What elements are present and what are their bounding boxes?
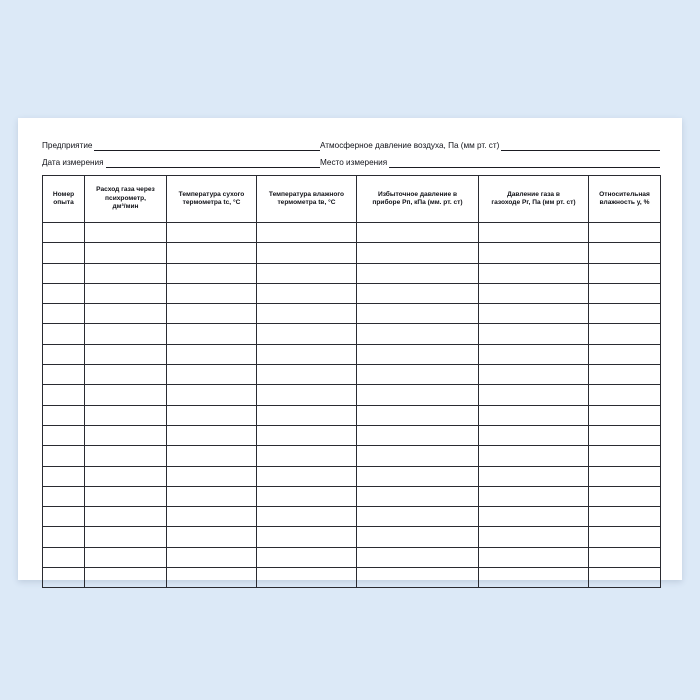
table-row (43, 446, 661, 466)
table-cell[interactable] (167, 425, 257, 445)
table-cell[interactable] (479, 304, 589, 324)
table-cell[interactable] (167, 365, 257, 385)
table-cell[interactable] (43, 365, 85, 385)
field-measurement-date[interactable] (42, 158, 320, 168)
table-row (43, 304, 661, 324)
table-cell[interactable] (257, 283, 357, 303)
table-cell[interactable] (479, 547, 589, 567)
table-cell[interactable] (167, 385, 257, 405)
table-row (43, 243, 661, 263)
table-cell[interactable] (85, 466, 167, 486)
table-cell[interactable] (43, 243, 85, 263)
table-cell[interactable] (167, 568, 257, 588)
table-head (43, 176, 661, 223)
table-cell[interactable] (167, 223, 257, 243)
table-cell[interactable] (589, 486, 661, 506)
col1-line2: психрометр, (105, 194, 146, 202)
table-cell[interactable] (479, 365, 589, 385)
table-cell[interactable] (167, 547, 257, 567)
col2-line2: термометра tc, °С (182, 199, 241, 206)
table-row (43, 223, 661, 243)
table-cell[interactable] (357, 446, 479, 466)
col5-line1: Давление газа в (507, 190, 560, 198)
table-cell[interactable] (589, 425, 661, 445)
table-cell[interactable] (589, 405, 661, 425)
table-cell[interactable] (589, 568, 661, 588)
col6-line1: Относительная (599, 190, 650, 198)
col0-line1: Номер (52, 190, 75, 198)
table-cell[interactable] (357, 324, 479, 344)
table-cell[interactable] (167, 324, 257, 344)
table-cell[interactable] (589, 527, 661, 547)
table-cell[interactable] (167, 243, 257, 263)
table-cell[interactable] (85, 405, 167, 425)
table-row (43, 425, 661, 445)
table-cell[interactable] (43, 486, 85, 506)
table-cell[interactable] (589, 283, 661, 303)
field-atmospheric-pressure[interactable] (320, 141, 660, 151)
table-cell[interactable] (167, 486, 257, 506)
table-cell[interactable] (257, 243, 357, 263)
table-cell[interactable] (357, 304, 479, 324)
table-row (43, 507, 661, 527)
table-cell[interactable] (257, 446, 357, 466)
table-cell[interactable] (85, 344, 167, 364)
table-cell[interactable] (85, 486, 167, 506)
table-cell[interactable] (43, 507, 85, 527)
table-cell[interactable] (589, 304, 661, 324)
table-cell[interactable] (85, 283, 167, 303)
table-cell[interactable] (357, 568, 479, 588)
table-cell[interactable] (479, 223, 589, 243)
table-cell[interactable] (257, 547, 357, 567)
table-cell[interactable] (257, 344, 357, 364)
table-cell[interactable] (43, 547, 85, 567)
table-cell[interactable] (479, 507, 589, 527)
table-cell[interactable] (357, 486, 479, 506)
table-cell[interactable] (257, 425, 357, 445)
table-cell[interactable] (479, 527, 589, 547)
table-cell[interactable] (357, 223, 479, 243)
table-cell[interactable] (479, 283, 589, 303)
table-cell[interactable] (85, 365, 167, 385)
table-cell[interactable] (43, 304, 85, 324)
table-cell[interactable] (589, 547, 661, 567)
field-measurement-place-line[interactable] (389, 158, 660, 168)
table-cell[interactable] (167, 446, 257, 466)
table-cell[interactable] (167, 466, 257, 486)
table-cell[interactable] (43, 344, 85, 364)
table-cell[interactable] (479, 324, 589, 344)
table-cell[interactable] (257, 405, 357, 425)
table-cell[interactable] (85, 446, 167, 466)
col4-line2: приборе Рп, кПа (мм. рт. ст) (372, 199, 463, 206)
table-cell[interactable] (85, 243, 167, 263)
table-cell[interactable] (589, 365, 661, 385)
table-row (43, 486, 661, 506)
table-cell[interactable] (167, 304, 257, 324)
table-row (43, 547, 661, 567)
table-cell[interactable] (479, 425, 589, 445)
table-row (43, 365, 661, 385)
table-cell[interactable] (167, 283, 257, 303)
column-header-gas-duct-pressure (479, 176, 589, 223)
table-cell[interactable] (167, 527, 257, 547)
col5-line2: газоходе Рг, Па (мм рт. ст) (491, 199, 576, 206)
table-cell[interactable] (589, 446, 661, 466)
column-header-excess-pressure (357, 176, 479, 223)
field-measurement-place-label: Место измерения (320, 158, 388, 167)
table-cell[interactable] (257, 568, 357, 588)
table-cell[interactable] (357, 263, 479, 283)
col2-line1: Температура сухого (178, 190, 245, 198)
col1-line1: Расход газа через (96, 186, 155, 194)
table-cell[interactable] (479, 243, 589, 263)
table-cell[interactable] (357, 527, 479, 547)
field-atmospheric-pressure-line[interactable] (501, 141, 660, 151)
col3-line1: Температура влажного (268, 190, 345, 198)
col0-line2: опыта (53, 199, 74, 206)
header-row-1 (42, 134, 660, 151)
table-cell[interactable] (479, 263, 589, 283)
table-row (43, 568, 661, 588)
table-row (43, 385, 661, 405)
field-measurement-date-line[interactable] (106, 158, 320, 168)
field-enterprise[interactable] (42, 141, 320, 151)
table-cell[interactable] (479, 405, 589, 425)
table-cell[interactable] (257, 365, 357, 385)
table-cell[interactable] (257, 527, 357, 547)
table-cell[interactable] (357, 243, 479, 263)
column-header-wet-thermometer-temp (257, 176, 357, 223)
field-measurement-place[interactable] (320, 158, 660, 168)
table-cell[interactable] (43, 446, 85, 466)
table-cell[interactable] (167, 344, 257, 364)
table-cell[interactable] (357, 385, 479, 405)
col6-line2: влажность у, % (599, 199, 650, 206)
table-cell[interactable] (85, 385, 167, 405)
col4-line1: Избыточное давление в (377, 190, 458, 198)
table-row (43, 527, 661, 547)
field-measurement-date-label: Дата измерения (42, 158, 104, 167)
table-cell[interactable] (479, 446, 589, 466)
table-cell[interactable] (357, 405, 479, 425)
table-cell[interactable] (357, 283, 479, 303)
table-cell[interactable] (589, 223, 661, 243)
table-cell[interactable] (589, 385, 661, 405)
field-enterprise-label: Предприятие (42, 141, 93, 150)
column-header-relative-humidity (589, 176, 661, 223)
table-cell[interactable] (357, 344, 479, 364)
table-cell[interactable] (589, 243, 661, 263)
table-cell[interactable] (167, 263, 257, 283)
table-cell[interactable] (43, 527, 85, 547)
column-header-experiment-number (43, 176, 85, 223)
document-sheet (18, 118, 682, 580)
table-cell[interactable] (479, 568, 589, 588)
table-cell[interactable] (257, 466, 357, 486)
table-cell[interactable] (357, 547, 479, 567)
table-header-row (43, 176, 661, 223)
table-cell[interactable] (257, 304, 357, 324)
table-row (43, 466, 661, 486)
table-cell[interactable] (589, 263, 661, 283)
table-cell[interactable] (257, 223, 357, 243)
table-body (43, 223, 661, 588)
table-row (43, 405, 661, 425)
table-cell[interactable] (85, 568, 167, 588)
table-cell[interactable] (589, 466, 661, 486)
table-cell[interactable] (479, 385, 589, 405)
table-cell[interactable] (43, 568, 85, 588)
table-cell[interactable] (43, 425, 85, 445)
table-cell[interactable] (85, 324, 167, 344)
table-cell[interactable] (43, 466, 85, 486)
table-cell[interactable] (43, 223, 85, 243)
table-row (43, 324, 661, 344)
table-cell[interactable] (357, 466, 479, 486)
column-header-dry-thermometer-temp (167, 176, 257, 223)
table-cell[interactable] (43, 283, 85, 303)
header-row-2 (42, 151, 660, 168)
table-cell[interactable] (357, 365, 479, 385)
table-cell[interactable] (257, 385, 357, 405)
table-cell[interactable] (167, 405, 257, 425)
table-cell[interactable] (589, 344, 661, 364)
col1-line3: дм³/мин (112, 203, 139, 211)
table-cell[interactable] (85, 304, 167, 324)
table-cell[interactable] (85, 507, 167, 527)
table-cell[interactable] (257, 263, 357, 283)
table-cell[interactable] (479, 466, 589, 486)
table-cell[interactable] (357, 425, 479, 445)
table-cell[interactable] (257, 507, 357, 527)
field-enterprise-line[interactable] (94, 141, 320, 151)
measurements-table (42, 175, 661, 588)
table-cell[interactable] (85, 527, 167, 547)
column-header-gas-flow (85, 176, 167, 223)
table-row (43, 283, 661, 303)
table-cell[interactable] (357, 507, 479, 527)
table-cell[interactable] (167, 507, 257, 527)
table-cell[interactable] (43, 405, 85, 425)
table-cell[interactable] (589, 324, 661, 344)
table-cell[interactable] (85, 263, 167, 283)
table-cell[interactable] (589, 507, 661, 527)
table-cell[interactable] (85, 223, 167, 243)
table-cell[interactable] (43, 263, 85, 283)
col3-line2: термометра tв, °С (277, 199, 336, 206)
field-atmospheric-pressure-label: Атмосферное давление воздуха, Па (мм рт. ст) (320, 141, 500, 150)
table-row (43, 263, 661, 283)
table-cell[interactable] (85, 425, 167, 445)
table-cell[interactable] (43, 385, 85, 405)
table-cell[interactable] (43, 324, 85, 344)
table-cell[interactable] (257, 324, 357, 344)
form-header (42, 134, 660, 168)
table-cell[interactable] (257, 486, 357, 506)
table-cell[interactable] (479, 486, 589, 506)
table-row (43, 344, 661, 364)
table-cell[interactable] (479, 344, 589, 364)
table-cell[interactable] (85, 547, 167, 567)
